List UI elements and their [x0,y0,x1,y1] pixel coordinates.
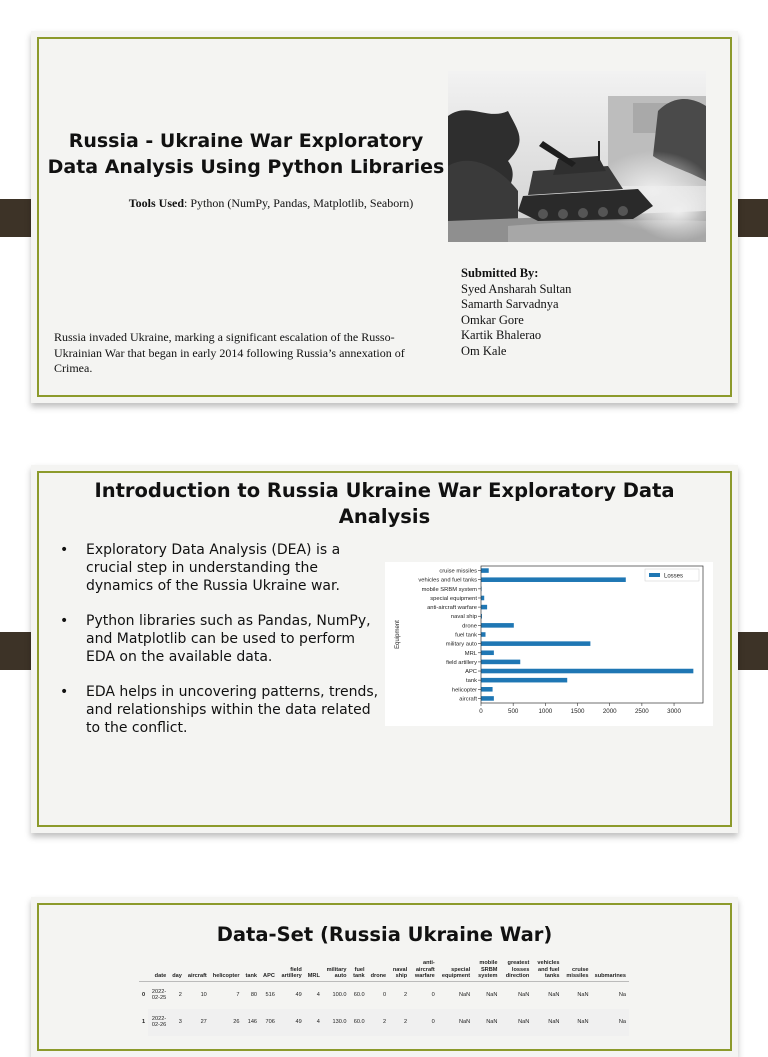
chart-bar [481,660,520,665]
y-tick-label: vehicles and fuel tanks [418,577,477,584]
table-cell: NaN [548,991,560,998]
table-cell: 7 [236,991,240,998]
author-name: Omkar Gore [461,312,524,327]
table-header-row [139,959,629,981]
bullet-list [58,541,388,754]
bullet-icon: • [60,684,69,700]
y-tick-label: cruise missiles [439,568,477,575]
tools-used-label: Tools Used [128,196,185,210]
losses-chart [385,562,713,726]
table-cell: 146 [243,1009,261,1036]
author-name: Om Kale [461,343,507,358]
table-cell: 10 [200,991,207,998]
table-row [139,1009,629,1036]
table-cell: 4 [305,1009,323,1036]
table-cell: 516 [265,991,275,998]
x-tick-label: 2000 [602,708,617,715]
table-cell: 2 [389,1009,410,1036]
chart-bar [481,641,590,646]
bullet-item [58,541,388,595]
table-column-header: greatest losses direction [500,959,532,981]
submitted-by-heading: Submitted By: [461,266,539,280]
x-tick-label: 2500 [634,708,649,715]
table-cell: 2 [368,1009,390,1036]
table-cell: 27 [185,1009,210,1036]
table-cell: 49 [295,991,302,998]
table-cell: 60.0 [349,1009,367,1036]
bullet-text: Python libraries such as Pandas, NumPy, and Matplotlib can be used to perform EDA on the available data. [86,613,371,665]
chart-bar [481,623,514,628]
slide-title: Introduction to Russia Ukraine War Exploratory Data Analysis [94,479,675,528]
tools-used-text: : Python (NumPy, Pandas, Matplotlib, Seaborn) [184,196,414,210]
x-tick-label: 3000 [667,708,681,715]
table-cell: 26 [210,1009,243,1036]
bullet-text: Exploratory Data Analysis (DEA) is a crucial step in understanding the dynamics of the Russia Ukraine war. [86,542,341,594]
table-cell: NaN [458,991,471,998]
table-column-header: cruise missiles [562,959,591,981]
slide-title: Data-Set (Russia Ukraine War) [216,923,553,946]
table-cell: NaN [562,1009,591,1036]
bullet-icon: • [60,542,69,558]
table-cell: 60.0 [353,991,365,998]
bullet-item [58,612,388,666]
y-tick-label: special equipment [430,595,477,602]
x-tick-label: 1500 [570,708,585,715]
table-column-header: mobile SRBM system [473,959,500,981]
table-cell: NaN [473,1009,500,1036]
y-tick-label: helicopter [451,687,477,694]
chart-bar [481,632,486,637]
author-name: Syed Ansharah Sultan [461,281,572,296]
table-column-header: date [148,959,169,981]
table-column-header: drone [368,959,390,981]
table-cell: 706 [260,1009,278,1036]
table-cell: 0 [431,991,435,998]
table-cell: NaN [486,991,498,998]
y-tick-label: fuel tank [455,632,477,639]
legend-swatch [649,573,660,577]
title-slide [31,31,738,403]
plot-frame [481,566,703,703]
table-column-header: naval ship [389,959,410,981]
table-column-header: tank [243,959,261,981]
table-cell: NaN [532,1009,562,1036]
table-column-header: field artillery [278,959,305,981]
author-name: Samarth Sarvadnya [461,297,559,312]
table-cell: 2022-02-25 [151,988,167,1001]
y-tick-label: field artillery [446,659,477,666]
x-tick-label: 1000 [538,708,553,715]
table-cell: 3 [169,1009,185,1036]
intro-description: Russia invaded Ukraine, marking a significant escalation of the Russo-Ukrainian War that began in early 2014 following Russia’s annexation of Crimea. [54,330,405,375]
table-cell: 80 [250,991,258,998]
chart-bar [481,568,489,573]
y-tick-label: anti-aircraft warfare [427,605,477,612]
table-cell: 4 [316,991,320,998]
table-column-header: APC [260,959,278,981]
y-tick-label: tank [466,678,477,685]
table-row-index: 1 [142,1018,146,1025]
dataset-table [139,959,629,1036]
table-column-header: day [169,959,185,981]
y-tick-label: aircraft [459,696,477,703]
table-cell: 130.0 [323,1009,350,1036]
table-column-header: special equipment [438,959,473,981]
bullet-icon: • [60,613,69,629]
table-cell: NaN [518,991,530,998]
chart-bar [481,678,567,683]
chart-bar [481,696,494,701]
table-column-header: aircraft [185,959,210,981]
table-column-header: MRL [305,959,323,981]
y-axis-label: Equipment [395,620,401,649]
table-row [139,981,629,1009]
chart-bar [481,650,494,655]
table-column-header [139,959,148,981]
table-column-header: helicopter [210,959,243,981]
table-row-index: 0 [142,991,146,998]
introduction-slide [31,465,738,833]
submitted-by [461,266,571,360]
table-column-header: anti-aircraft warfare [410,959,438,981]
chart-bar [481,596,484,601]
table-cell: 49 [278,1009,305,1036]
tools-used [71,196,471,211]
chart-bar [481,577,626,582]
table-column-header: military auto [323,959,350,981]
table-column-header: vehicles and fuel tanks [532,959,562,981]
table-body [139,981,629,1036]
losses-chart-svg [385,562,713,726]
table-cell: 2022-02-26 [148,1009,169,1036]
table-cell: NaN [577,991,589,998]
table-cell: 2 [178,991,182,998]
x-tick-label: 500 [508,708,519,715]
legend-label: Losses [664,573,684,580]
presentation-title: Russia - Ukraine War Exploratory Data Analysis Using Python Libraries [47,130,445,178]
y-tick-label: military auto [445,641,477,648]
chart-bar [481,605,487,610]
table-cell: 100.0 [332,991,347,998]
y-tick-label: MRL [464,650,477,657]
tank-photo [448,71,706,242]
table-column-header: fuel tank [349,959,367,981]
bullet-text: EDA helps in uncovering patterns, trends, and relationships within the data related to the conflict. [86,684,379,736]
chart-bar [481,687,493,692]
y-tick-label: mobile SRBM system [421,586,477,593]
table-cell: 0 [383,991,387,998]
dataset-table-wrap [139,959,629,1036]
y-tick-label: drone [462,623,477,630]
table-cell: 2 [404,991,408,998]
chart-bar [481,669,693,674]
table-column-header: submarines [592,959,629,981]
table-cell: NaN [500,1009,532,1036]
table-cell: 0 [410,1009,438,1036]
table-cell: Na [618,991,626,998]
table-cell: NaN [438,1009,473,1036]
table-cell: Na [592,1009,629,1036]
x-tick-label: 0 [479,708,483,715]
author-name: Kartik Bhalerao [461,328,542,343]
y-tick-label: APC [465,669,477,676]
dataset-slide [31,897,738,1057]
bullet-item [58,683,388,737]
y-tick-label: naval ship [450,614,477,621]
